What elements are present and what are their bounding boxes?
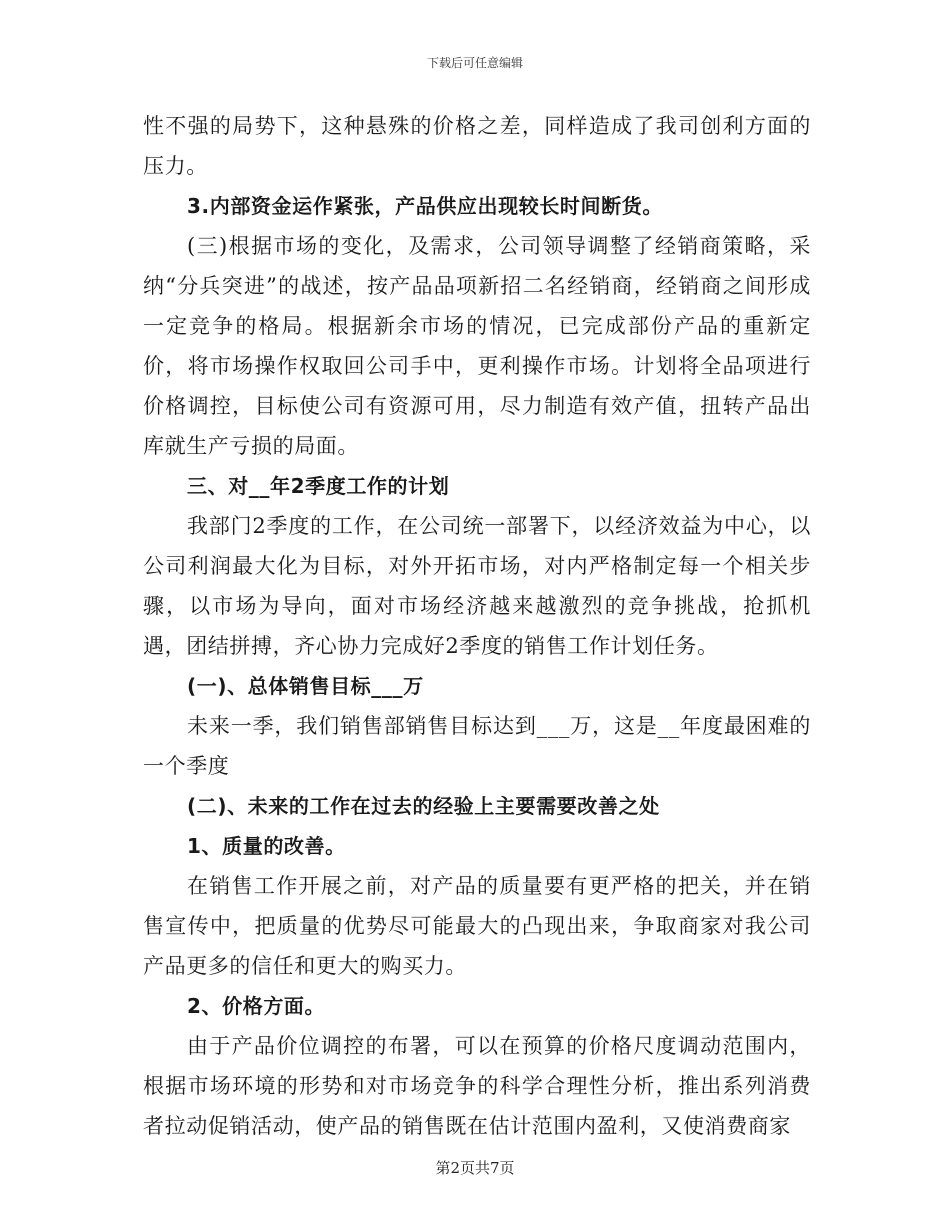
section-heading: (二)、未来的工作在过去的经验上主要需要改善之处: [187, 794, 660, 818]
paragraph: 未来一季，我们销售部销售目标达到___万，这是__年度最困难的一个季度: [143, 714, 811, 778]
section-heading: 1、质量的改善。: [187, 834, 346, 858]
paragraph: (三)根据市场的变化，及需求，公司领导调整了经销商策略，采纳“分兵突进”的战述，按产品品项新招二名经销商，经销商之间形成一定竞争的格局。根据新余市场的情况，已完成部份产品的重新定价，将市场操作权取回公司手中，更利操作市场。计划将全品项进行价格调控，目标使公司有资源可用，尽力制造有效产值，扭转产品出库就生产亏损的局面。: [143, 234, 811, 458]
section-heading: (一)、总体销售目标___万: [187, 674, 424, 698]
paragraph: 我部门2季度的工作，在公司统一部署下，以经济效益为中心，以公司利润最大化为目标，对外开拓市场，对内严格制定每一个相关步骤，以市场为导向，面对市场经济越来越激烈的竞争挑战，抢抓机遇，团结拼搏，齐心协力完成好2季度的销售工作计划任务。: [143, 514, 811, 658]
section-heading: 2、价格方面。: [187, 994, 326, 1018]
page-footer: 第2页共7页: [435, 1159, 515, 1177]
paragraph: 性不强的局势下，这种悬殊的价格之差，同样造成了我司创利方面的压力。: [143, 114, 811, 178]
page-header: 下载后可任意编辑: [426, 56, 523, 70]
document-body: [143, 106, 811, 1146]
section-heading: 3.内部资金运作紧张，产品供应出现较长时间断货。: [187, 194, 663, 218]
paragraph: 在销售工作开展之前，对产品的质量要有更严格的把关，并在销售宣传中，把质量的优势尽可能最大的凸现出来，争取商家对我公司产品更多的信任和更大的购买力。: [143, 874, 811, 978]
paragraph: 由于产品价位调控的布署，可以在预算的价格尺度调动范围内，根据市场环境的形势和对市场竞争的科学合理性分析，推出系列消费者拉动促销活动，使产品的销售既在估计范围内盈利，又使消费商家: [143, 1034, 811, 1138]
section-heading: 三、对__年2季度工作的计划: [187, 474, 450, 498]
